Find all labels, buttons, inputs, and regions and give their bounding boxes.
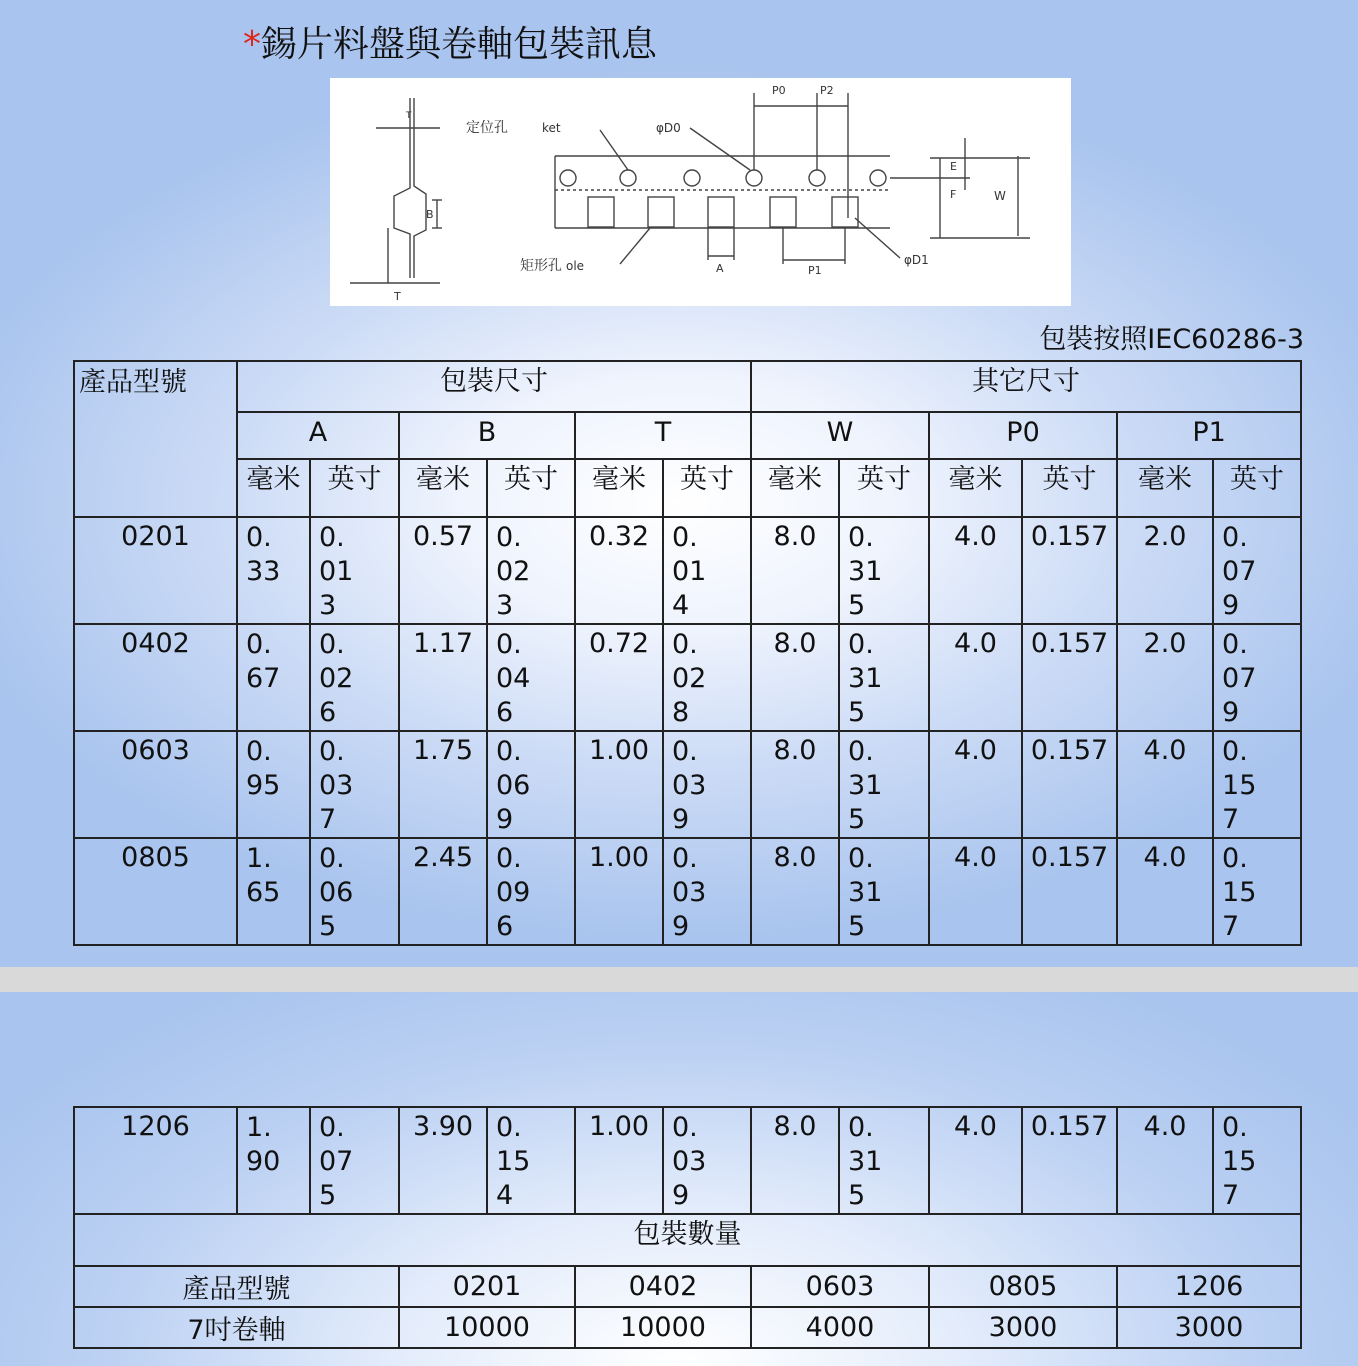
cell-b-inch: 0.096 [487,838,575,945]
label-p0: P0 [772,84,786,97]
cell-p0-inch: 0.157 [1022,838,1117,945]
cell-t-inch: 0.039 [663,1107,751,1214]
cell-t-inch: 0.028 [663,624,751,731]
label-d1: φD1 [904,253,929,267]
unit-mm: 毫米 [399,459,487,517]
quantity-value: 4000 [751,1307,929,1348]
unit-inch: 英寸 [1022,459,1117,517]
header-pack-size: 包裝尺寸 [237,361,751,412]
dim-t: T [575,412,751,459]
label-e: E [950,160,957,173]
cell-a-inch: 0.026 [310,624,399,731]
cell-p1-inch: 0.079 [1213,624,1301,731]
cell-p1-mm: 2.0 [1117,624,1213,731]
cell-p0-mm: 4.0 [929,1107,1022,1214]
unit-inch: 英寸 [310,459,399,517]
cell-p1-mm: 2.0 [1117,517,1213,624]
cell-w-inch: 0.315 [839,624,929,731]
unit-inch: 英寸 [1213,459,1301,517]
dim-b: B [399,412,575,459]
label-d0: φD0 [656,121,681,135]
cell-a-inch: 0.065 [310,838,399,945]
unit-inch: 英寸 [663,459,751,517]
cell-a-mm: 0.67 [237,624,310,731]
quantity-value: 10000 [399,1307,575,1348]
cell-w-mm: 8.0 [751,624,839,731]
cell-w-inch: 0.315 [839,731,929,838]
cell-b-mm: 1.75 [399,731,487,838]
spec-table-continued [73,1106,1302,1349]
cell-p1-mm: 4.0 [1117,731,1213,838]
cell-w-mm: 8.0 [751,1107,839,1214]
standard-note: 包裝按照IEC60286-3 [1039,324,1304,355]
cell-b-mm: 1.17 [399,624,487,731]
label-f: F [950,188,957,201]
row-code: 0402 [74,624,237,731]
table-row [74,517,1301,624]
quantity-value: 3000 [929,1307,1117,1348]
cell-a-mm: 0.95 [237,731,310,838]
cell-a-inch: 0.037 [310,731,399,838]
tape-diagram-svg [330,78,1071,306]
cell-w-mm: 8.0 [751,517,839,624]
unit-mm: 毫米 [929,459,1022,517]
cell-t-mm: 0.32 [575,517,663,624]
label-p1: P1 [808,264,822,277]
cell-w-inch: 0.315 [839,1107,929,1214]
header-product: 產品型號 [74,361,237,517]
quantity-code: 1206 [1117,1266,1301,1307]
page-divider [0,967,1358,992]
cell-b-inch: 0.069 [487,731,575,838]
cell-t-inch: 0.014 [663,517,751,624]
cell-p0-mm: 4.0 [929,517,1022,624]
label-rect-hole-suffix: ole [566,259,585,273]
quantity-header-label: 產品型號 [74,1266,399,1307]
cell-p0-inch: 0.157 [1022,624,1117,731]
cell-p0-mm: 4.0 [929,624,1022,731]
title-text: 錫片料盤與卷軸包裝訊息 [261,24,658,65]
cell-p1-inch: 0.157 [1213,1107,1301,1214]
cell-t-mm: 1.00 [575,1107,663,1214]
quantity-row-label: 7吋卷軸 [74,1307,399,1348]
label-t-top: T [406,111,412,121]
dim-p1: P1 [1117,412,1301,459]
label-p2: P2 [820,84,834,97]
unit-inch: 英寸 [839,459,929,517]
cell-a-mm: 1.65 [237,838,310,945]
label-rect-hole: 矩形孔 [520,258,562,274]
cell-w-inch: 0.315 [839,517,929,624]
dim-w: W [751,412,929,459]
cell-t-inch: 0.039 [663,731,751,838]
row-code: 0603 [74,731,237,838]
label-t-bottom: T [394,290,401,303]
quantity-row [74,1307,1301,1348]
cell-p1-mm: 4.0 [1117,838,1213,945]
cell-p0-inch: 0.157 [1022,1107,1117,1214]
row-code: 1206 [74,1107,237,1214]
page-title [243,22,657,68]
cell-p0-inch: 0.157 [1022,517,1117,624]
cell-b-mm: 0.57 [399,517,487,624]
unit-mm: 毫米 [1117,459,1213,517]
cell-p1-mm: 4.0 [1117,1107,1213,1214]
cell-b-inch: 0.046 [487,624,575,731]
dim-a: A [237,412,399,459]
label-b: B [426,208,434,221]
label-w: W [994,189,1006,203]
cell-b-mm: 2.45 [399,838,487,945]
header-other-size: 其它尺寸 [751,361,1301,412]
quantity-code: 0805 [929,1266,1117,1307]
cell-w-mm: 8.0 [751,731,839,838]
label-pos-hole: 定位孔 [466,120,508,136]
cell-t-mm: 1.00 [575,731,663,838]
quantity-value: 10000 [575,1307,751,1348]
quantity-header-row [74,1266,1301,1307]
row-code: 0805 [74,838,237,945]
unit-mm: 毫米 [575,459,663,517]
label-a: A [716,262,724,275]
spec-table [73,360,1302,946]
cell-t-mm: 1.00 [575,838,663,945]
label-pos-hole-suffix: ket [542,121,561,135]
cell-w-inch: 0.315 [839,838,929,945]
cell-w-mm: 8.0 [751,838,839,945]
quantity-value: 3000 [1117,1307,1301,1348]
cell-t-inch: 0.039 [663,838,751,945]
cell-p0-mm: 4.0 [929,838,1022,945]
quantity-code: 0603 [751,1266,929,1307]
table-row [74,731,1301,838]
cell-p1-inch: 0.079 [1213,517,1301,624]
tape-diagram [330,78,1071,306]
cell-p1-inch: 0.157 [1213,731,1301,838]
quantity-code: 0402 [575,1266,751,1307]
cell-b-inch: 0.154 [487,1107,575,1214]
row-code: 0201 [74,517,237,624]
cell-b-mm: 3.90 [399,1107,487,1214]
cell-t-mm: 0.72 [575,624,663,731]
unit-inch: 英寸 [487,459,575,517]
unit-mm: 毫米 [751,459,839,517]
cell-p0-inch: 0.157 [1022,731,1117,838]
cell-b-inch: 0.023 [487,517,575,624]
dim-p0: P0 [929,412,1117,459]
quantity-code: 0201 [399,1266,575,1307]
table-row [74,838,1301,945]
title-star: * [243,24,261,65]
table-row [74,1107,1301,1214]
table-row [74,624,1301,731]
cell-a-mm: 0.33 [237,517,310,624]
quantity-table-title: 包裝數量 [74,1214,1301,1266]
cell-a-inch: 0.075 [310,1107,399,1214]
cell-p1-inch: 0.157 [1213,838,1301,945]
cell-a-mm: 1.90 [237,1107,310,1214]
unit-mm: 毫米 [237,459,310,517]
cell-a-inch: 0.013 [310,517,399,624]
cell-p0-mm: 4.0 [929,731,1022,838]
